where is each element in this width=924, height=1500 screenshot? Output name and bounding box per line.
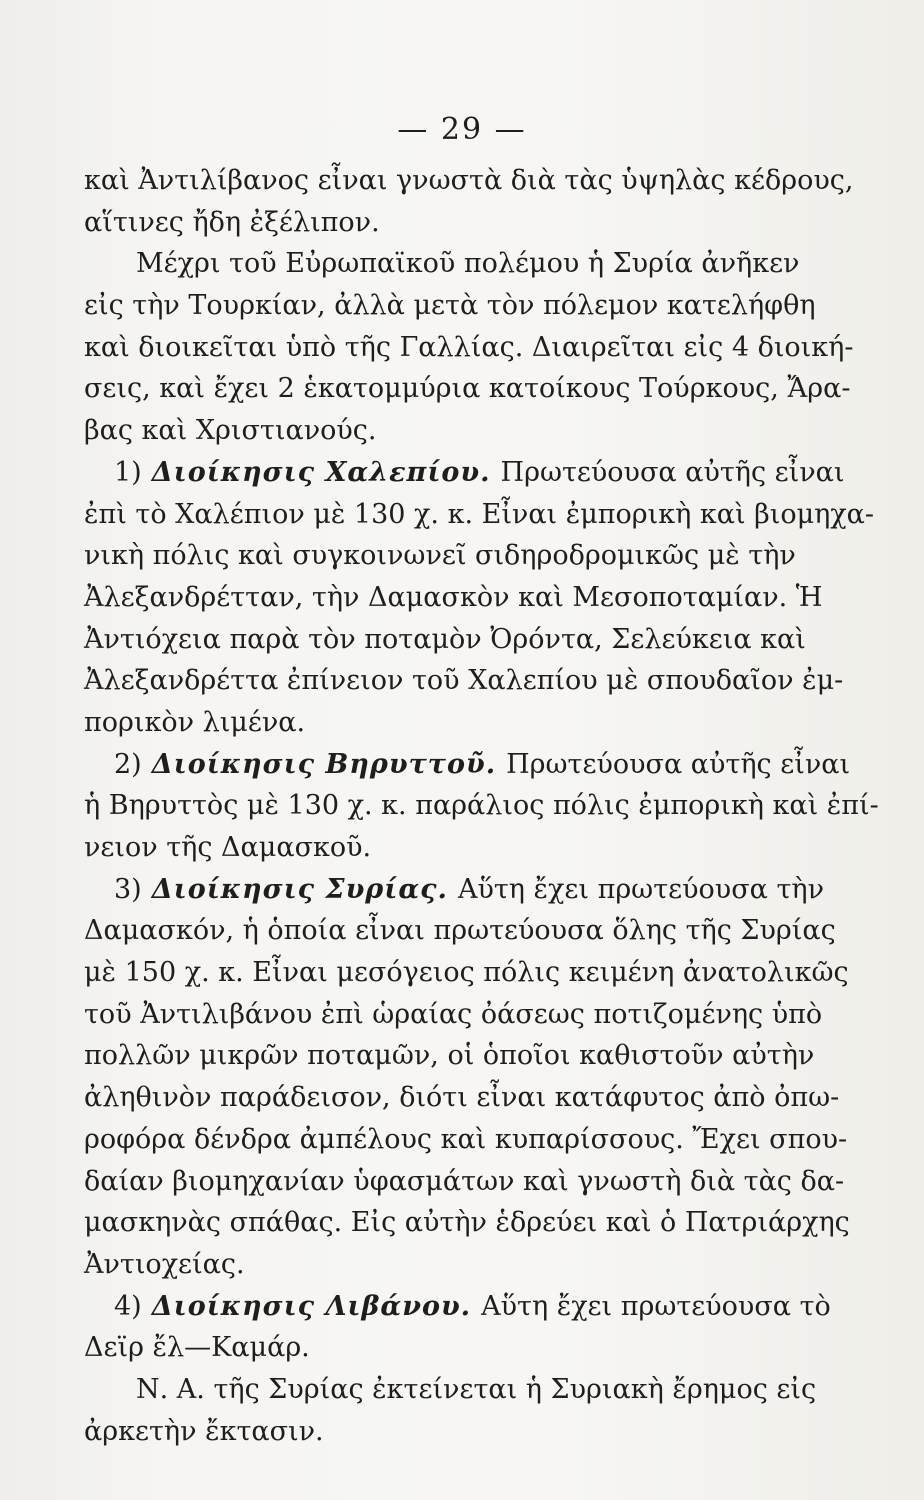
text-line: νειον τῆς Δαμασκοῦ. <box>84 832 372 863</box>
text-line: καὶ Ἀντιλίβανος εἶναι γνωστὰ διὰ τὰς ὑψηλὰς κέδρους, <box>84 165 854 196</box>
section-heading-line <box>84 452 845 494</box>
section-heading-line <box>84 744 851 786</box>
text-line: καὶ διοικεῖται ὑπὸ τῆς Γαλλίας. Διαιρεῖται εἰς 4 διοική- <box>84 331 854 363</box>
text-line: Ἀντιοχείας. <box>84 1248 245 1280</box>
section-text: Πρωτεύουσα αὐτῆς εἶναι <box>500 456 845 488</box>
page-number: — 29 — <box>397 112 527 147</box>
text-line: ἀληθινὸν παράδεισον, διότι εἶναι κατάφυτος ἀπὸ ὀπω- <box>84 1082 840 1114</box>
text-line: αἵτινες ἤδη ἐξέλιπον. <box>84 206 380 238</box>
text-line: σεις, καὶ ἔχει 2 ἑκατομμύρια κατοίκους Τούρκους, Ἄρα- <box>84 373 851 405</box>
section-title: Διοίκησις Λιβάνου. <box>151 1290 472 1322</box>
text-line: εἰς τὴν Τουρκίαν, ἀλλὰ μετὰ τὸν πόλεμον κατελήφθη <box>84 290 816 322</box>
text-line: Δαμασκόν, ἡ ὁποία εἶναι πρωτεύουσα ὅλης τῆς Συρίας <box>84 915 836 947</box>
text-line: ἡ Βηρυττὸς μὲ 130 χ. κ. παράλιος πόλις ἐμπορικὴ καὶ ἐπί- <box>84 790 879 822</box>
text-line: Ἀντιόχεια παρὰ τὸν ποταμὸν Ὀρόντα, Σελεύκεια καὶ <box>84 623 806 655</box>
text-line: πορικὸν λιμένα. <box>84 706 306 738</box>
text-line: μασκηνὰς σπάθας. Εἰς αὐτὴν ἑδρεύει καὶ ὁ Πατριάρχης <box>84 1207 850 1239</box>
section-title: Διοίκησις Χαλεπίου. <box>151 456 491 488</box>
body-text <box>84 160 879 1452</box>
section-heading-line <box>84 1286 831 1328</box>
section-text: Αὕτη ἔχει πρωτεύουσα τὸ <box>481 1290 831 1322</box>
text-line: ἐπὶ τὸ Χαλέπιον μὲ 130 χ. κ. Εἶναι ἐμπορικὴ καὶ βιομηχα- <box>84 498 875 530</box>
text-line: πολλῶν μικρῶν ποταμῶν, οἱ ὁποῖοι καθιστοῦν αὐτὴν <box>84 1040 815 1072</box>
text-line: Ν. Α. τῆς Συρίας ἐκτείνεται ἡ Συριακὴ ἔρημος εἰς <box>136 1373 817 1405</box>
section-number: 2) <box>114 748 142 780</box>
text-line: Δεϊρ ἔλ—Καμάρ. <box>84 1332 310 1364</box>
text-line: ἀρκετὴν ἔκτασιν. <box>84 1415 324 1447</box>
text-line: νικὴ πόλις καὶ συγκοινωνεῖ σιδηροδρομικῶς μὲ τὴν <box>84 540 796 572</box>
text-line: μὲ 150 χ. κ. Εἶναι μεσόγειος πόλις κειμένη ἀνατολικῶς <box>84 957 849 989</box>
text-line: Μέχρι τοῦ Εὐρωπαϊκοῦ πολέμου ἡ Συρία ἀνῆκεν <box>136 248 800 280</box>
section-number: 4) <box>114 1290 142 1322</box>
section-heading-line <box>84 869 824 911</box>
text-line: δαίαν βιομηχανίαν ὑφασμάτων καὶ γνωστὴ διὰ τὰς δα- <box>84 1165 845 1197</box>
section-text: Αὕτη ἔχει πρωτεύουσα τὴν <box>457 873 824 905</box>
text-line: ροφόρα δένδρα ἀμπέλους καὶ κυπαρίσσους. Ἔχει σπου- <box>84 1123 848 1155</box>
section-number: 1) <box>114 456 142 488</box>
section-text: Πρωτεύουσα αὐτῆς εἶναι <box>506 748 851 780</box>
text-line: Ἀλεξανδρέτταν, τὴν Δαμασκὸν καὶ Μεσοποταμίαν. Ἡ <box>84 581 823 613</box>
text-line: τοῦ Ἀντιλιβάνου ἐπὶ ὡραίας ὀάσεως ποτιζομένης ὑπὸ <box>84 998 823 1030</box>
section-number: 3) <box>114 873 142 905</box>
text-line: Ἀλεξανδρέττα ἐπίνειον τοῦ Χαλεπίου μὲ σπουδαῖον ἐμ- <box>84 665 844 697</box>
section-title: Διοίκησις Βηρυττοῦ. <box>151 748 497 780</box>
section-title: Διοίκησις Συρίας. <box>151 873 448 905</box>
text-line: βας καὶ Χριστιανούς. <box>84 415 377 447</box>
